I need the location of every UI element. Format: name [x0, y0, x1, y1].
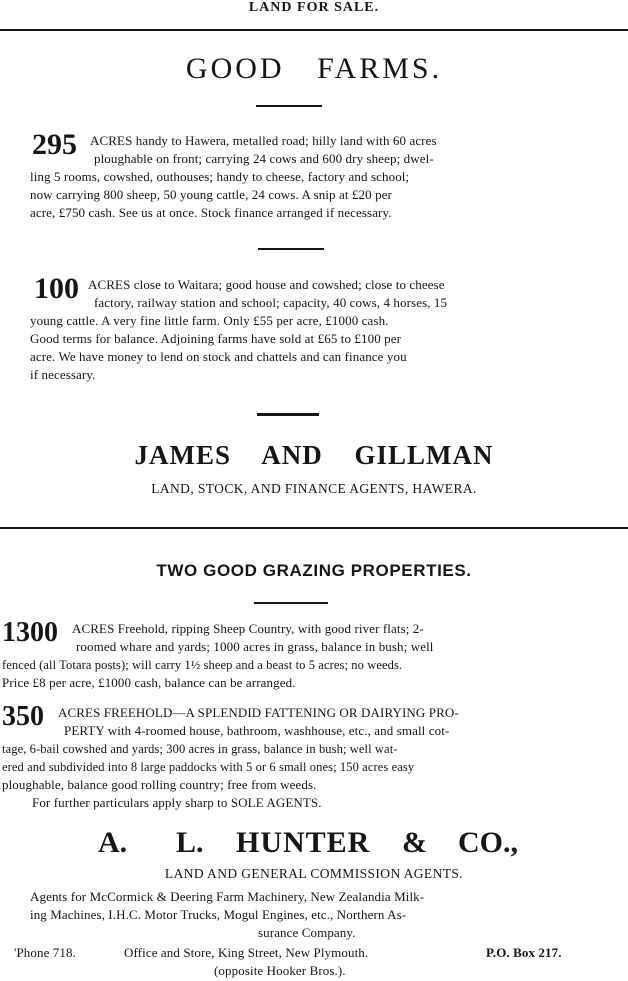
ad2-listing1-line: roomed whare and yards; 1000 acres in grass, balance in bush; well: [76, 639, 434, 654]
ad2-listing1-line: fenced (all Totara posts); will carry 1½ sheep and a beast to 5 acres; no weeds.: [2, 658, 403, 672]
section-title: LAND FOR SALE.: [248, 0, 380, 15]
ad1-divider: [258, 248, 324, 250]
ad1-listing2-line: if necessary.: [30, 367, 96, 382]
ad-separator-rule: [0, 527, 628, 529]
ad2-agent-name-initial: A.: [98, 826, 128, 859]
ad2-listing1-number: 1300: [2, 617, 58, 648]
ad2-listing2-line: tage, 6-bail cowshed and yards; 300 acres in grass, balance in bush; well wat-: [2, 742, 398, 756]
ad1-listing2-number: 100: [34, 272, 79, 305]
ad1-listing1-line: ACRES handy to Hawera, metalled road; hilly land with 60 acres: [90, 133, 437, 148]
ad1-listing1-line: acre, £750 cash. See us at once. Stock finance arranged if necessary.: [30, 205, 392, 220]
ad2-listing2-line: For further particulars apply sharp to SOLE AGENTS.: [32, 795, 322, 810]
ad2-listing1-line: Price £8 per acre, £1000 cash, balance can be arranged.: [2, 675, 296, 690]
ad1-agent-name: JAMES AND GILLMAN: [134, 440, 494, 470]
ad2-agent-tagline: LAND AND GENERAL COMMISSION AGENTS.: [164, 866, 464, 881]
ad1-agent-tagline: LAND, STOCK, AND FINANCE AGENTS, HAWERA.: [151, 481, 477, 496]
ad1-listing2-line: Good terms for balance. Adjoining farms have sold at £65 to £100 per: [30, 331, 402, 346]
ad2-listing2-line: ploughable, balance good rolling country; free from weeds.: [2, 777, 317, 792]
ad2-listing2-line: PERTY with 4-roomed house, bathroom, washhouse, etc., and small cot-: [64, 723, 450, 738]
ad2-phone: 'Phone 718.: [14, 945, 76, 960]
ad1-listing2-line: ACRES close to Waitara; good house and cowshed; close to cheese: [88, 277, 445, 292]
ad1-listing2-line: young cattle. A very fine little farm. Only £55 per acre, £1000 cash.: [30, 313, 389, 328]
ad2-agent-name-ampersand: &: [402, 826, 427, 859]
ad2-opposite-note: (opposite Hooker Bros.).: [214, 963, 346, 978]
ad2-agent-name-initial: L.: [176, 826, 204, 859]
ad2-listing2-number: 350: [2, 701, 44, 732]
ad1-listing1-number: 295: [32, 128, 77, 161]
top-rule: [0, 29, 628, 31]
ad2-listing2-line: ered and subdivided into 8 large paddocks with 5 or 6 small ones; 150 acres easy: [2, 760, 415, 774]
ad2-headline: TWO GOOD GRAZING PROPERTIES.: [156, 561, 472, 580]
ad2-office-address: Office and Store, King Street, New Plymouth.: [124, 945, 369, 960]
ad2-agent-name-company: CO.,: [458, 826, 518, 859]
ad2-pobox: P.O. Box 217.: [486, 945, 562, 960]
ad1-agent-divider: [257, 413, 319, 416]
ad2-headline-rule: [254, 602, 328, 604]
ad1-headline: GOOD FARMS.: [185, 52, 443, 85]
ad2-agents-for-line: surance Company.: [258, 925, 356, 940]
ad2-agents-for-line: Agents for McCormick & Deering Farm Machinery, New Zealandia Milk-: [30, 889, 425, 904]
ad1-headline-rule: [256, 105, 322, 107]
ad1-listing1-line: ling 5 rooms, cowshed, outhouses; handy to cheese, factory and school;: [30, 169, 410, 184]
ad1-listing2-line: acre. We have money to lend on stock and chattels and can finance you: [30, 349, 407, 364]
ad1-listing1-line: ploughable on front; carrying 24 cows and 600 dry sheep; dwel-: [94, 151, 434, 166]
ad2-listing2-line: ACRES FREEHOLD—A SPLENDID FATTENING OR DAIRYING PRO-: [58, 705, 459, 720]
ad1-listing2-line: factory, railway station and school; capacity, 40 cows, 4 horses, 15: [94, 295, 448, 310]
ad1-listing1-line: now carrying 800 sheep, 50 young cattle, 24 cows. A snip at £20 per: [30, 187, 392, 202]
ad2-agents-for-line: ing Machines, I.H.C. Motor Trucks, Mogul Engines, etc., Northern As-: [30, 907, 407, 922]
ad2-agent-name-surname: HUNTER: [236, 826, 371, 859]
ad2-listing1-line: ACRES Freehold, ripping Sheep Country, with good river flats; 2-: [72, 621, 424, 636]
